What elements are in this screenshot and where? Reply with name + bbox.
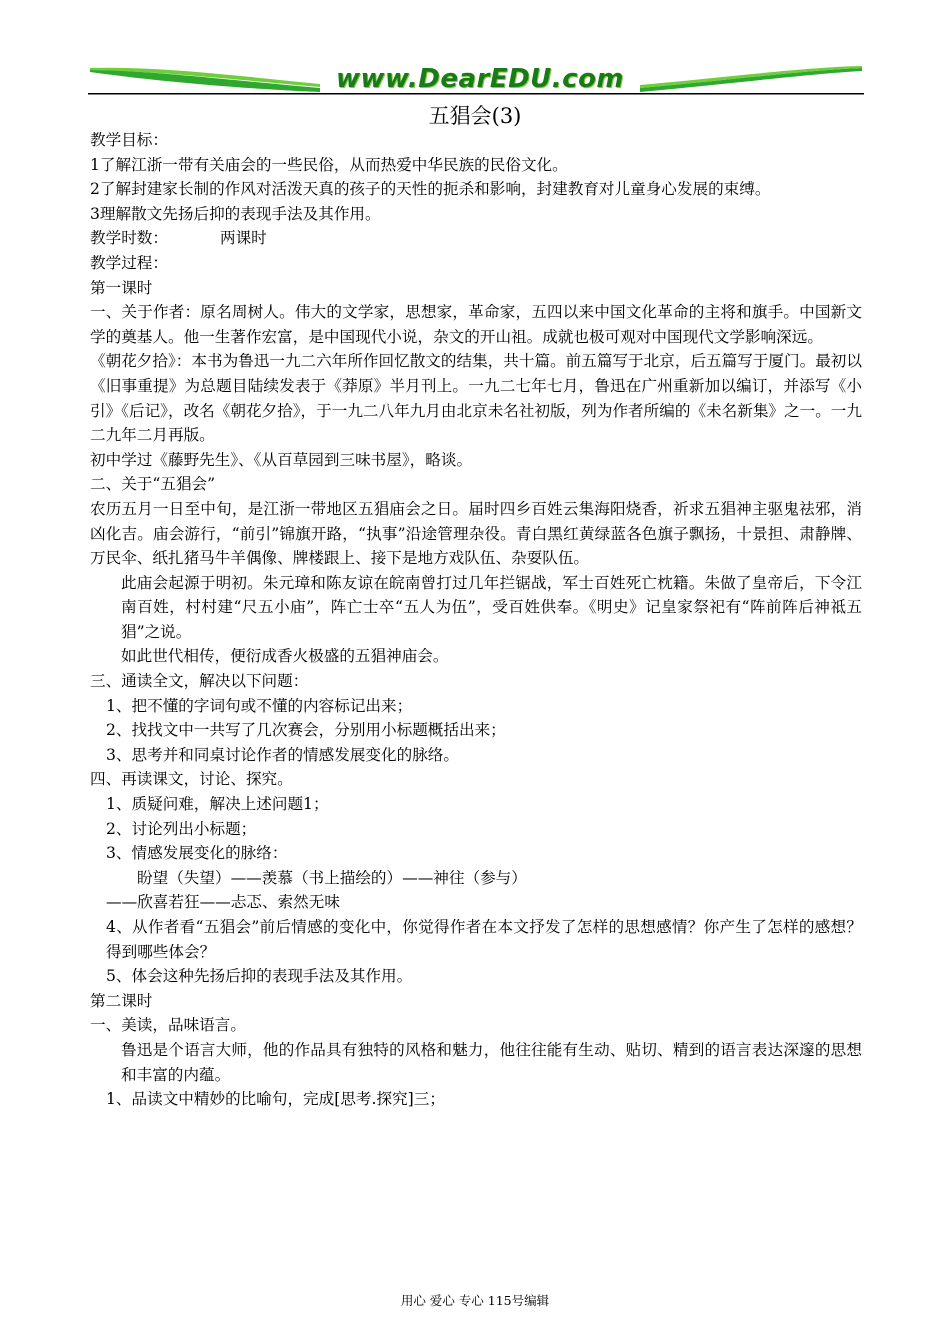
middle-school-paragraph: 初中学过《藤野先生》、《从百草园到三味书屋》，略谈。: [90, 450, 473, 469]
site-header-banner: [88, 58, 864, 96]
goal-item: 2了解封建家长制的作风对活泼天真的孩子的天性的扼杀和影响，封建教育对儿童身心发展的束缚。: [90, 180, 771, 199]
fair-paragraph: 如此世代相传，便衍成香火极盛的五猖神庙会。: [121, 647, 449, 666]
list-item: 4、从作者看“五猖会”前后情感的变化中，你觉得作者在本文抒发了怎样的思想感情？你产生了怎样的感想？得到哪些体会？: [106, 918, 862, 961]
list-item: 1、把不懂的字词句或不懂的内容标记出来；: [106, 696, 413, 715]
goals-heading: 教学目标：: [90, 131, 168, 149]
list-item: 5、体会这种先扬后抑的表现手法及其作用。: [106, 967, 413, 986]
list-item: 1、质疑问难，解决上述问题1；: [106, 795, 329, 814]
list-item: 3、思考并和同桌讨论作者的情感发展变化的脉络。: [106, 745, 459, 764]
section-heading: 四、再读课文，讨论、探究。: [90, 770, 293, 789]
section-heading: 二、关于“五猖会”: [90, 475, 216, 494]
section-heading: 三、通读全文，解决以下问题：: [90, 672, 309, 691]
process-heading: 教学过程：: [90, 253, 168, 272]
goal-item: 3理解散文先扬后抑的表现手法及其作用。: [90, 204, 381, 223]
emotion-flow-line: ——欣喜若狂——忐忑、索然无味: [106, 893, 340, 912]
section-heading: 一、美读，品味语言。: [90, 1016, 246, 1035]
document-title: 五猖会(3): [428, 104, 522, 128]
list-item: 3、情感发展变化的脉络：: [106, 844, 288, 863]
author-paragraph: 一、关于作者：原名周树人。伟大的文学家，思想家，革命家，五四以来中国文化革命的主将和旗手。中国新文学的奠基人。他一生著作宏富，是中国现代小说，杂文的开山祖。成就也极可观对中国现代文学影响深远。: [90, 303, 862, 346]
list-item: 2、讨论列出小标题；: [106, 819, 257, 838]
page-footer: 用心 爱心 专心 115号编辑: [400, 1293, 550, 1308]
teaching-hours-label: 教学时数：: [90, 229, 168, 248]
site-logo-text: www.DearEDU.com: [335, 64, 625, 94]
teaching-hours-line: [90, 226, 862, 251]
taste-intro-paragraph: 鲁迅是个语言大师，他的作品具有独特的风格和魅力，他往往能有生动、贴切、精到的语言表达深邃的思想和丰富的内蕴。: [121, 1040, 862, 1084]
goal-item: 1了解江浙一带有关庙会的一些民俗，从而热爱中华民族的民俗文化。: [90, 155, 568, 174]
document-body: [90, 128, 862, 1112]
lesson-heading: 第二课时: [90, 991, 153, 1010]
list-item: 2、找找文中一共写了几次赛会，分别用小标题概括出来；: [106, 721, 506, 740]
lesson-heading: 第一课时: [90, 278, 153, 297]
emotion-flow-line: 盼望（失望）——羡慕（书上描绘的）——神往（参与）: [137, 868, 527, 887]
teaching-hours-value: 两课时: [219, 229, 267, 248]
list-item: 1、品读文中精妙的比喻句，完成[思考.探究]三；: [106, 1090, 445, 1109]
fair-paragraph: 农历五月一日至中旬，是江浙一带地区五猖庙会之日。届时四乡百姓云集海阳烧香，祈求五猖神主驱鬼祛邪，消凶化吉。庙会游行，“前引”锦旗开路，“执事”沿途管理杂役。青白黑红黄绿蓝各色旗子飘扬，十景担、肃静牌、万民伞、纸扎猪马牛羊偶像、牌楼跟上、接下是地方戏队伍、杂耍队伍。: [90, 499, 862, 568]
book-paragraph: 《朝花夕拾》：本书为鲁迅一九二六年所作回忆散文的结集，共十篇。前五篇写于北京，后五篇写于厦门。最初以《旧事重提》为总题目陆续发表于《莽原》半月刊上。一九二七年七月，鲁迅在广州重新加以编订，并添写《小引》《后记》，改名《朝花夕拾》，于一九二八年九月由北京未名社初版，列为作者所编的《未名新集》之一。一九二九年二月再版。: [90, 352, 862, 445]
fair-paragraph: 此庙会起源于明初。朱元璋和陈友谅在皖南曾打过几年拦锯战，军士百姓死亡枕籍。朱做了皇帝后，下令江南百姓，村村建“尺五小庙”，阵亡士卒“五人为伍”，受百姓供奉。《明史》记皇家祭祀有“阵前阵后神祗五猖”之说。: [121, 573, 862, 641]
